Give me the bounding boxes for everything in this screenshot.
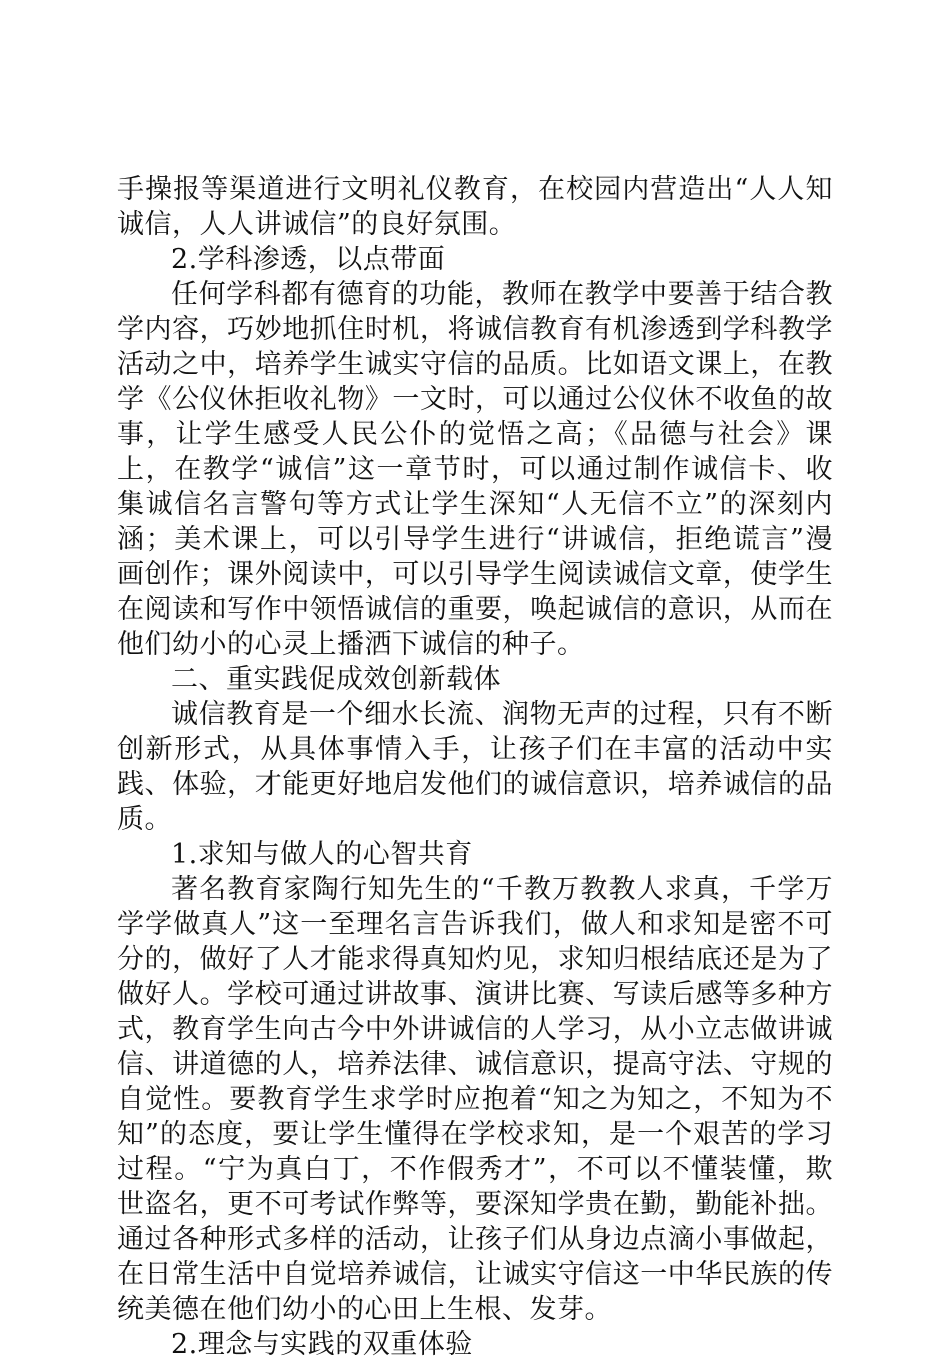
paragraph-subject-integration: 任何学科都有德育的功能，教师在教学中要善于结合教学内容，巧妙地抓住时机，将诚信教育有机渗透到学科教学活动之中，培养学生诚实守信的品质。比如语文课上，在教学《公仪休拒收礼物》一文时，可以通过公仪休不收鱼的故事，让学生感受人民公仆的觉悟之高；《品德与社会》课上，在教学“诚信”这一章节时，可以通过制作诚信卡、收集诚信名言警句等方式让学生深知“人无信不立”的深刻内涵；美术课上，可以引导学生进行“讲诚信，拒绝谎言”漫画创作；课外阅读中，可以引导学生阅读诚信文章，使学生在阅读和写作中领悟诚信的重要，唤起诚信的意识，从而在他们幼小的心灵上播洒下诚信的种子。	[117, 279, 833, 660]
paragraph-practice-intro: 诚信教育是一个细水长流、润物无声的过程，只有不断创新形式，从具体事情入手，让孩子们在丰富的活动中实践、体验，才能更好地启发他们的诚信意识，培养诚信的品质。	[117, 699, 833, 835]
subheading-subject-integration: 2.学科渗透，以点带面	[171, 244, 446, 275]
paragraph-continued: 手操报等渠道进行文明礼仪教育，在校园内营造出“人人知诚信，人人讲诚信”的良好氛围。	[117, 174, 833, 240]
subheading-concept-and-practice: 2.理念与实践的双重体验	[171, 1329, 473, 1360]
paragraph-knowledge-and-character: 著名教育家陶行知先生的“千教万教教人求真，千学万学学做真人”这一至理名言告诉我们，做人和求知是密不可分的，做好了人才能求得真知灼见，求知归根结底还是为了做好人。学校可通过讲故事、演讲比赛、写读后感等多种方式，教育学生向古今中外讲诚信的人学习，从小立志做讲诚信、讲道德的人，培养法律、诚信意识，提高守法、守规的自觉性。要教育学生求学时应抱着“知之为知之，不知为不知”的态度，要让学生懂得在学校求知，是一个艰苦的学习过程。“宁为真白丁，不作假秀才”，不可以不懂装懂，欺世盗名，更不可考试作弊等，要深知学贵在勤，勤能补拙。通过各种形式多样的活动，让孩子们从身边点滴小事做起，在日常生活中自觉培养诚信，让诚实守信这一中华民族的传统美德在他们幼小的心田上生根、发芽。	[117, 874, 833, 1325]
subheading-knowledge-and-character: 1.求知与做人的心智共育	[171, 839, 473, 870]
section-heading-practice: 二、重实践促成效创新载体	[171, 664, 501, 695]
document-body	[117, 172, 833, 1362]
